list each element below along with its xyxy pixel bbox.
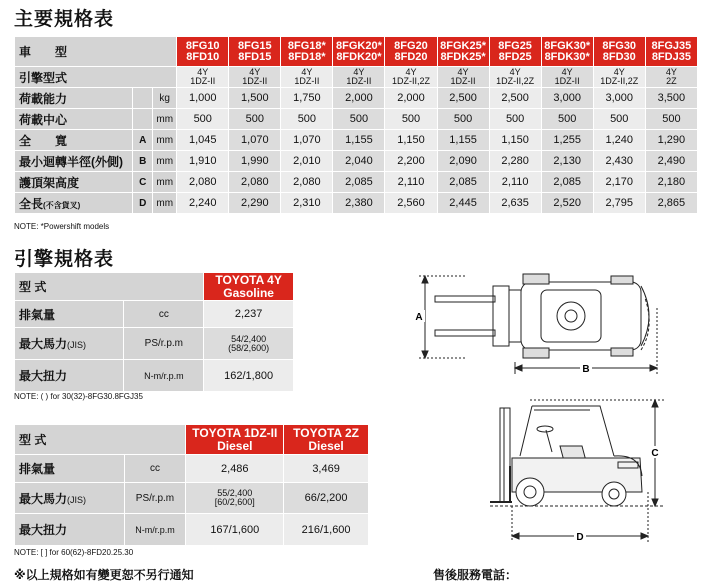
spec-cell: 2,110 [385,172,437,193]
max-power-value-2z: 66/2,200 [284,483,369,514]
dim-label-c: C [651,448,659,459]
spec-row-label: 最小迴轉半徑(外側) [15,151,133,172]
spec-cell: 2,500 [489,88,541,109]
spec-cell: 2,200 [385,151,437,172]
spec-cell: 500 [385,109,437,130]
spec-cell: 2,085 [541,172,593,193]
spec-row [15,172,698,193]
displacement-unit: cc [124,301,204,328]
forklift-side-view-diagram [490,396,690,546]
displacement-value-1dz: 2,486 [186,455,284,483]
engine-type-cell: 4Y 1DZ-II [333,67,385,88]
spec-row-dimension-letter: A [133,130,153,151]
spec-cell: 2,130 [541,151,593,172]
footer-service-phone: 售後服務電話： [433,568,518,582]
displacement-unit: cc [124,455,186,483]
spec-row-unit: mm [153,130,177,151]
spec-row-label: 護頂架高度 [15,172,133,193]
max-torque-unit: N-m/r.p.m [124,360,204,392]
spec-cell: 2,560 [385,193,437,214]
spec-row [15,88,698,109]
spec-row-unit: mm [153,172,177,193]
spec-cell: 1,990 [229,151,281,172]
spec-row-label: 荷載中心 [15,109,133,130]
max-power-label: 最大馬力(JIS) [15,328,124,360]
spec-cell: 2,280 [489,151,541,172]
spec-cell: 2,000 [333,88,385,109]
spec-row-label: 全長(不含貨叉) [15,193,133,214]
spec-cell: 3,000 [541,88,593,109]
displacement-value: 2,237 [204,301,294,328]
spec-row-unit: mm [153,151,177,172]
spec-note: NOTE: *Powershift models [14,222,110,231]
engine-type-cell: 4Y 1DZ-II [281,67,333,88]
spec-cell: 2,290 [229,193,281,214]
spec-cell: 2,445 [437,193,489,214]
max-power-value-1dz: 55/2,400 [60/2,600] [186,483,284,514]
spec-cell: 500 [489,109,541,130]
engine2-note: NOTE: [ ] for 60(62)-8FD20.25.30 [14,548,134,557]
spec-cell: 500 [437,109,489,130]
footer-disclaimer: ※以上規格如有變更恕不另行通知 [14,568,194,582]
spec-cell: 1,070 [229,130,281,151]
spec-cell: 1,045 [177,130,229,151]
spec-cell: 2,080 [281,172,333,193]
spec-cell: 1,750 [281,88,333,109]
model-header: 8FG30 8FD30 [593,37,645,67]
engine2-header-label: 型 式 [15,425,186,455]
spec-cell: 2,110 [489,172,541,193]
spec-cell: 500 [229,109,281,130]
spec-row-label: 全 寬 [15,130,133,151]
model-header: 8FG10 8FD10 [177,37,229,67]
displacement-label: 排氣量 [15,455,125,483]
dim-label-a: A [415,312,423,323]
spec-cell: 2,170 [593,172,645,193]
dim-label-d: D [576,532,584,543]
spec-row-dimension-letter: B [133,151,153,172]
engine1-header-value: TOYOTA 4Y Gasoline [204,273,294,301]
spec-cell: 500 [177,109,229,130]
spec-row-dimension-letter: D [133,193,153,214]
model-header: 8FGK30* 8FDK30* [541,37,593,67]
spec-cell: 1,150 [385,130,437,151]
engine-title: 引擎規格表 [14,248,115,270]
spec-row-dimension-letter: C [133,172,153,193]
engine2-header-2z: TOYOTA 2Z Diesel [284,425,369,455]
max-power-label: 最大馬力(JIS) [15,483,125,514]
spec-cell: 500 [333,109,385,130]
spec-cell: 1,240 [593,130,645,151]
max-torque-label: 最大扭力 [15,514,125,546]
max-torque-value-1dz: 167/1,600 [186,514,284,546]
spec-row-unit: kg [153,88,177,109]
spec-row [15,193,698,214]
model-header: 8FGJ35 8FDJ35 [645,37,697,67]
engine-type-cell: 4Y 1DZ-II,2Z [489,67,541,88]
spec-cell: 2,310 [281,193,333,214]
spec-cell: 2,080 [229,172,281,193]
spec-cell: 1,155 [333,130,385,151]
max-power-unit: PS/r.p.m [124,328,204,360]
spec-cell: 1,150 [489,130,541,151]
spec-cell: 2,000 [385,88,437,109]
spec-cell: 500 [593,109,645,130]
spec-cell: 2,430 [593,151,645,172]
spec-row-unit: mm [153,109,177,130]
spec-cell: 500 [541,109,593,130]
spec-cell: 2,085 [437,172,489,193]
spec-cell: 2,085 [333,172,385,193]
spec-cell: 500 [645,109,697,130]
engine-type-cell: 4Y 1DZ-II [177,67,229,88]
spec-row-unit: mm [153,193,177,214]
spec-row [15,109,698,130]
model-header: 8FG18* 8FD18* [281,37,333,67]
engine-type-label: 引擎型式 [15,67,177,88]
spec-cell: 2,180 [645,172,697,193]
displacement-value-2z: 3,469 [284,455,369,483]
model-header: 8FG25 8FD25 [489,37,541,67]
spec-cell: 2,865 [645,193,697,214]
spec-row [15,151,698,172]
main-title: 主要規格表 [14,8,115,30]
spec-cell: 3,500 [645,88,697,109]
model-header: 8FG15 8FD15 [229,37,281,67]
max-torque-value: 162/1,800 [204,360,294,392]
spec-cell: 2,080 [177,172,229,193]
spec-cell: 2,010 [281,151,333,172]
spec-cell: 2,040 [333,151,385,172]
spec-cell: 2,090 [437,151,489,172]
spec-cell: 2,635 [489,193,541,214]
engine1-header-label: 型 式 [15,273,204,301]
engine-type-cell: 4Y 1DZ-II,2Z [385,67,437,88]
spec-cell: 2,520 [541,193,593,214]
spec-cell: 1,500 [229,88,281,109]
spec-cell: 2,500 [437,88,489,109]
forklift-top-view-diagram [405,268,680,388]
engine-type-cell: 4Y 1DZ-II [229,67,281,88]
max-power-unit: PS/r.p.m [124,483,186,514]
spec-cell: 1,290 [645,130,697,151]
max-power-value: 54/2,400 (58/2,600) [204,328,294,360]
spec-cell: 1,000 [177,88,229,109]
spec-table [14,36,698,214]
spec-row-dimension-letter [133,88,153,109]
spec-row-dimension-letter [133,109,153,130]
spec-row [15,130,698,151]
spec-cell: 3,000 [593,88,645,109]
engine-type-cell: 4Y 1DZ-II,2Z [593,67,645,88]
model-header: 8FGK25* 8FDK25* [437,37,489,67]
spec-cell: 1,155 [437,130,489,151]
max-torque-unit: N-m/r.p.m [124,514,186,546]
engine-table-diesel [14,424,369,546]
max-torque-value-2z: 216/1,600 [284,514,369,546]
spec-row-label: 荷載能力 [15,88,133,109]
spec-cell: 1,070 [281,130,333,151]
model-header: 8FG20 8FD20 [385,37,437,67]
displacement-label: 排氣量 [15,301,124,328]
max-torque-label: 最大扭力 [15,360,124,392]
engine-type-cell: 4Y 1DZ-II [437,67,489,88]
engine-type-cell: 4Y 1DZ-II [541,67,593,88]
engine1-note: NOTE: ( ) for 30(32)-8FG30.8FGJ35 [14,392,143,401]
engine-table-gasoline [14,272,294,392]
spec-cell: 2,490 [645,151,697,172]
engine-type-cell: 4Y 2Z [645,67,697,88]
spec-cell: 500 [281,109,333,130]
spec-cell: 1,255 [541,130,593,151]
engine2-header-1dz: TOYOTA 1DZ-II Diesel [186,425,284,455]
model-header: 8FGK20* 8FDK20* [333,37,385,67]
dim-label-b: B [582,364,590,375]
model-header-label: 車 型 [15,37,177,67]
spec-cell: 2,240 [177,193,229,214]
spec-cell: 1,910 [177,151,229,172]
spec-cell: 2,380 [333,193,385,214]
spec-cell: 2,795 [593,193,645,214]
